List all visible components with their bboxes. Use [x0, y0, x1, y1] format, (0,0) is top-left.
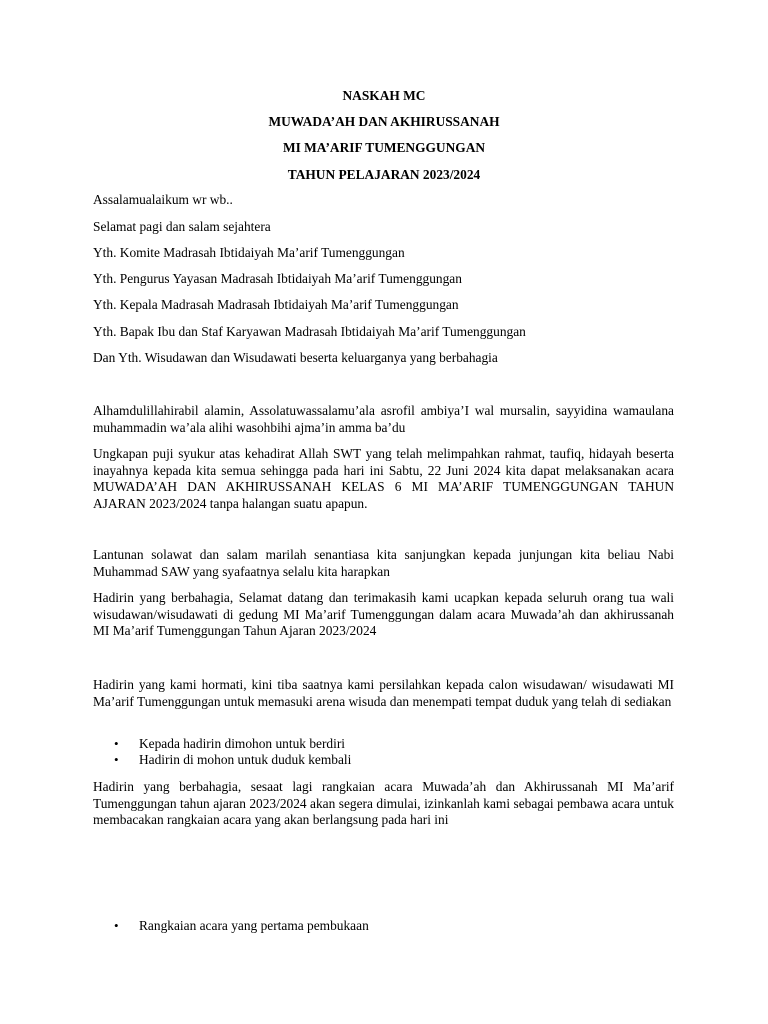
bullet-icon: • [114, 736, 119, 751]
document-title: NASKAH MC [342, 88, 426, 103]
welcome-paragraph: Hadirin yang berbahagia, Selamat datang dan terimakasih kami ucapkan kepada seluruh orang tua wali wisudawan/wisudawati di gedung MI Ma’arif Tumenggungan dalam acara Muwada’ah dan akhirussanah MI Ma’arif Tumenggungan Tahun Ajaran 2023/2024 [93, 590, 674, 638]
academic-year-title: TAHUN PELAJARAN 2023/2024 [287, 167, 481, 182]
bullet-icon: • [114, 752, 119, 767]
greeting-line: Dan Yth. Wisudawan dan Wisudawati beserta keluarganya yang berbahagia [93, 350, 498, 365]
opening-paragraph: Alhamdulillahirabil alamin, Assolatuwassalamu’ala asrofil ambiya’I wal mursalin, sayyidina wamaulana muhammadin wa’ala alihi wasohbihi ajma’in amma ba’du [93, 403, 674, 435]
invitation-paragraph: Hadirin yang kami hormati, kini tiba saatnya kami persilahkan kepada calon wisudawan/ wisudawati MI Ma’arif Tumenggungan untuk memasuki arena wisuda dan menempati tempat duduk yang telah di sediakan [93, 677, 674, 709]
greeting-line: Assalamualaikum wr wb.. [93, 192, 233, 207]
gratitude-paragraph: Ungkapan puji syukur atas kehadirat Allah SWT yang telah melimpahkan rahmat, taufiq, hidayah beserta inayahnya kepada kita semua sehingga pada hari ini Sabtu, 22 Juni 2024 kita dapat melaksanakan acara MUWADA’AH DAN AKHIRUSSANAH KELAS 6 MI MA’ARIF TUMENGGUNGAN TAHUN AJARAN 2023/2024 tanpa halangan suatu apapun. [93, 446, 674, 511]
salawat-paragraph: Lantunan solawat dan salam marilah senantiasa kita sanjungkan kepada junjungan kita beliau Nabi Muhammad SAW yang syafaatnya selalu kita harapkan [93, 547, 674, 579]
greeting-line: Yth. Kepala Madrasah Madrasah Ibtidaiyah Ma’arif Tumenggungan [93, 297, 459, 312]
list-item-text: Rangkaian acara yang pertama pembukaan [139, 918, 369, 933]
program-intro-paragraph: Hadirin yang berbahagia, sesaat lagi rangkaian acara Muwada’ah dan Akhirussanah MI Ma’arif Tumenggungan tahun ajaran 2023/2024 akan segera dimulai, izinkanlah kami sebagai pembawa acara untuk membacakan rangkaian acara yang akan berlangsung pada hari ini [93, 779, 674, 827]
list-item-text: Hadirin di mohon untuk duduk kembali [139, 752, 352, 767]
list-item-text: Kepada hadirin dimohon untuk berdiri [139, 736, 346, 751]
bullet-icon: • [114, 918, 119, 933]
school-title: MI MA’ARIF TUMENGGUNGAN [282, 140, 486, 155]
greeting-line: Selamat pagi dan salam sejahtera [93, 219, 271, 234]
greeting-line: Yth. Komite Madrasah Ibtidaiyah Ma’arif Tumenggungan [93, 245, 405, 260]
greeting-line: Yth. Bapak Ibu dan Staf Karyawan Madrasah Ibtidaiyah Ma’arif Tumenggungan [93, 324, 526, 339]
event-title: MUWADA’AH DAN AKHIRUSSANAH [268, 114, 500, 129]
greeting-line: Yth. Pengurus Yayasan Madrasah Ibtidaiyah Ma’arif Tumenggungan [93, 271, 462, 286]
